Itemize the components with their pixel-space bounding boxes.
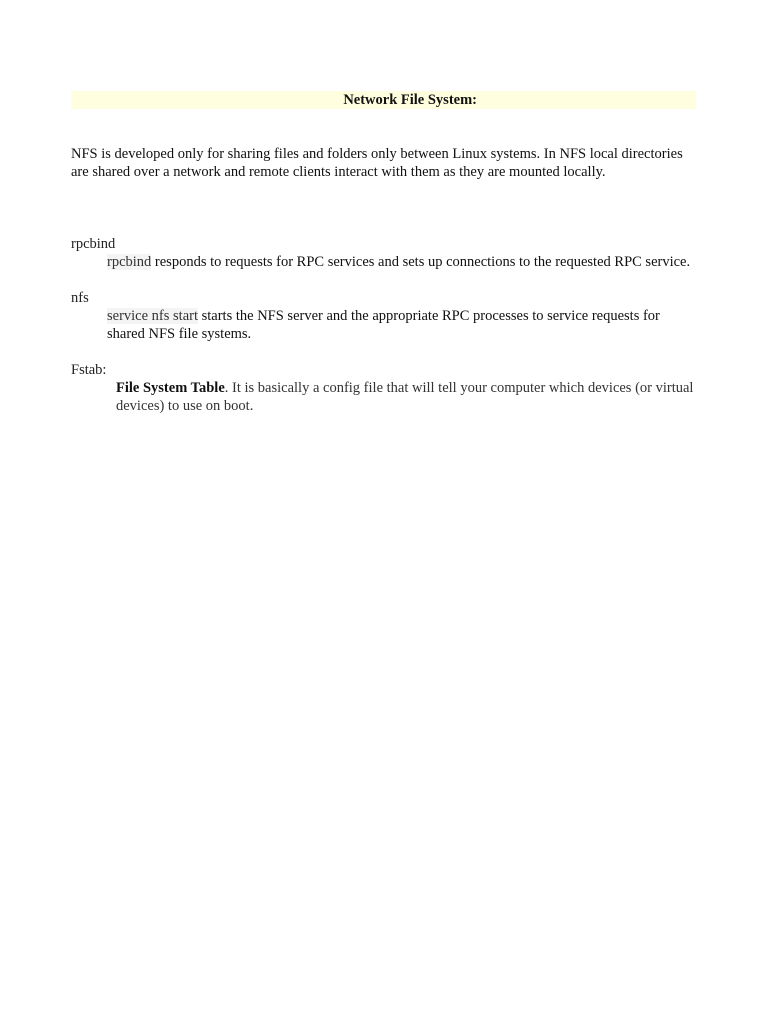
section-description [107, 307, 696, 343]
spacer [71, 343, 696, 361]
section-description [107, 253, 696, 271]
section-heading: rpcbind [71, 236, 116, 252]
document-title: Network File System: [343, 92, 477, 108]
intro-paragraph: NFS is developed only for sharing files and folders only between Linux systems. In NFS local directories are shared over a network and remote clients interact with them as they are mounted locally. [71, 146, 683, 180]
bold-term: File System Table [116, 380, 225, 396]
document-page [71, 90, 696, 415]
section-nfs [71, 289, 696, 343]
spacer [71, 181, 696, 235]
description-text: responds to requests for RPC services and sets up connections to the requested RPC service. [151, 254, 691, 270]
inline-code: service nfs start [107, 308, 198, 324]
section-rpcbind [71, 235, 696, 271]
document-title-bar [71, 91, 696, 109]
inline-code: rpcbind [107, 254, 152, 270]
spacer [71, 271, 696, 289]
section-heading: nfs [71, 290, 89, 306]
section-description [116, 379, 696, 415]
section-fstab [71, 361, 696, 415]
description-text: starts the NFS server and the appropriate RPC processes to service requests for shared NFS file systems. [107, 308, 660, 342]
description-text: . It is basically a config file that will tell your computer which devices (or virtual devices) to use on boot. [116, 380, 694, 414]
section-heading: Fstab: [71, 362, 107, 378]
